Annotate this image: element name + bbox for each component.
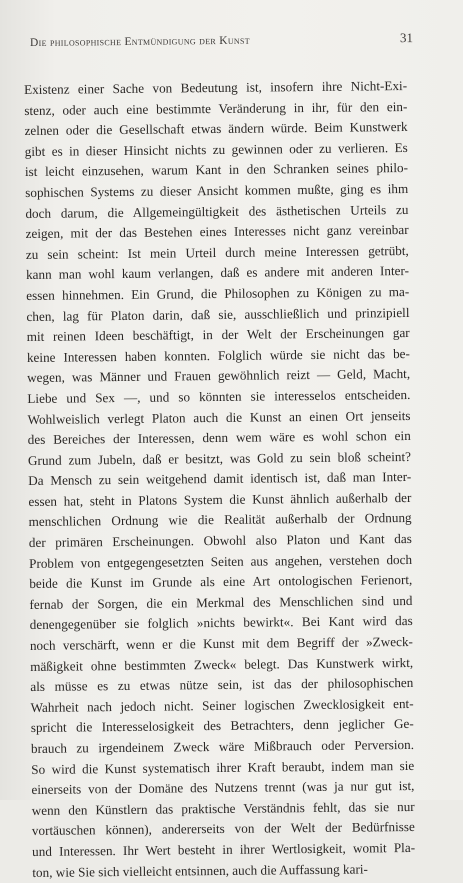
text-line: einerseits von der Domäne des Nutzens trennt (was ja nur gut ist, bbox=[31, 778, 415, 798]
text-line: Grund zum Jubeln, daß er besitzt, was Gold zu sein bloß scheint? bbox=[27, 448, 412, 468]
text-line: Wohlweislich verlegt Platon auch die Kunst an einen Ort jenseits bbox=[27, 407, 411, 427]
text-line: zu sein scheint: Ist mein Urteil durch meine Interessen getrübt, bbox=[25, 242, 409, 262]
text-line: und Interessen. Ihr Wert besteht in ihrer Wertlosigkeit, womit Pla- bbox=[32, 839, 416, 859]
text-line: wegen, was Männer und Frauen gewöhnlich reizt — Geld, Macht, bbox=[27, 366, 411, 386]
text-line: noch verschärft, wenn er die Kunst mit dem Begriff der »Zweck- bbox=[29, 633, 413, 653]
page-number: 31 bbox=[399, 29, 414, 46]
text-line: Problem von entgegengesetzten Seiten aus angehen, verstehen doch bbox=[28, 551, 413, 571]
text-line: kann man wohl kaum verlangen, daß es andere mit anderen Inter- bbox=[25, 263, 410, 283]
text-line: chen, lag für Platon darin, daß sie, ausschließlich und prinzipiell bbox=[26, 304, 410, 324]
page-header bbox=[30, 30, 413, 50]
text-line: mit reinen Ideen beschäftigt, in der Welt der Erscheinungen gar bbox=[26, 325, 410, 345]
text-line: zeigen, mit der das Bestehen eines Interesses nicht ganz vereinbar bbox=[25, 222, 409, 242]
text-line: zelnen oder die Gesellschaft etwas ändern würde. Beim Kunstwerk bbox=[24, 119, 408, 139]
text-line: fernab der Sorgen, die ein Merkmal des Menschlichen sind und bbox=[29, 592, 413, 612]
text-line: vortäuschen können), andererseits von der Welt der Bedürfnisse bbox=[31, 819, 415, 839]
text-line: Wahrheit nach jedoch nicht. Seiner logischen Zwecklosigkeit ent- bbox=[30, 695, 414, 715]
running-title: Die philosophische Entmündigung der Kunst bbox=[29, 34, 250, 50]
text-line: ton, wie Sie sich vielleicht entsinnen, auch die Auffassung kari- bbox=[32, 861, 368, 880]
text-line: denengegenüber sie folglich »nichts bewirkt«. Bei Kant wird das bbox=[29, 613, 413, 633]
text-line: Existenz einer Sache von Bedeutung ist, insofern ihre Nicht-Exi- bbox=[24, 77, 408, 97]
text-line: stenz, oder auch eine bestimmte Veränderung in ihr, für den ein- bbox=[24, 98, 408, 118]
text-line: spricht die Interesselosigkeit des Betrachters, denn jeglicher Ge- bbox=[30, 716, 414, 736]
text-line: essen hinnehmen. Ein Grund, die Philosophen zu Königen zu ma- bbox=[26, 283, 410, 303]
text-line: keine Interessen haben konnten. Folglich würde sie nicht das be- bbox=[26, 345, 410, 365]
text-line: Da Mensch zu sein weitgehend damit identisch ist, daß man Inter- bbox=[28, 469, 412, 489]
text-line: wenn den Künstlern das praktische Verständnis fehlt, das sie nur bbox=[31, 798, 415, 818]
text-line: Liebe und Sex —, und so könnten sie interesselos entscheiden. bbox=[27, 386, 411, 406]
text-line: essen hat, steht in Platons System die Kunst ähnlich außerhalb der bbox=[28, 489, 412, 509]
text-line: brauch zu irgendeinem Zweck wäre Mißbrauch oder Perversion. bbox=[30, 736, 415, 756]
text-line: ist leicht einzusehen, warum Kant in den Schranken seines philo- bbox=[24, 160, 409, 180]
text-line: der primären Erscheinungen. Obwohl also Platon und Kant das bbox=[28, 531, 412, 551]
text-line: des Bereiches der Interessen, denn wem wäre es wohl schon ein bbox=[27, 428, 411, 448]
text-line: gibt es in dieser Hinsicht nichts zu gewinnen oder zu verlieren. Es bbox=[24, 139, 408, 159]
text-line: menschlichen Ordnung wie die Realität außerhalb der Ordnung bbox=[28, 510, 412, 530]
text-line: doch darum, die Allgemeingültigkeit des ästhetischen Urteils zu bbox=[25, 201, 409, 221]
body-text bbox=[24, 76, 415, 883]
text-line: mäßigkeit ohne bestimmten Zweck« belegt. Das Kunstwerk wirkt, bbox=[30, 654, 414, 674]
text-line: als müsse es zu etwas nütze sein, ist das der philosophischen bbox=[30, 675, 414, 695]
text-line: So wird die Kunst systematisch ihrer Kraft beraubt, indem man sie bbox=[31, 757, 415, 777]
text-line: beide die Kunst im Grunde als eine Art ontologischen Ferienort, bbox=[29, 572, 413, 592]
text-line: sophischen Systems zu dieser Ansicht kommen mußte, ging es ihm bbox=[25, 180, 409, 200]
